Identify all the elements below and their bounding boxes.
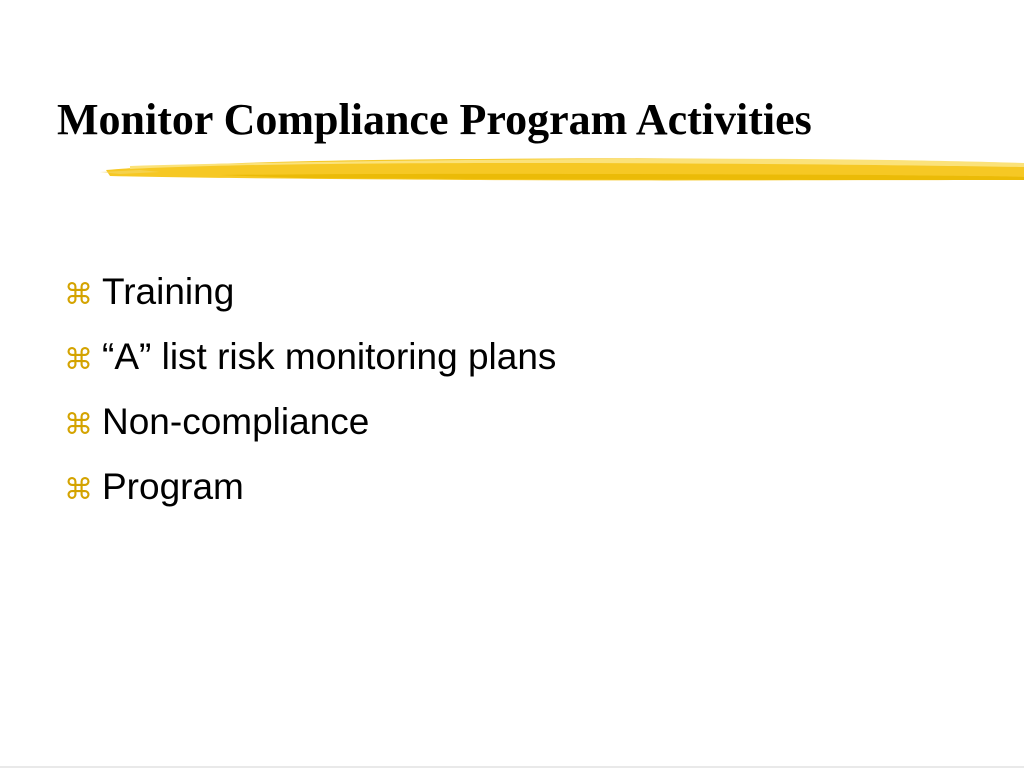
command-icon: ⌘ bbox=[64, 407, 93, 441]
bullet-text: Training bbox=[102, 271, 235, 312]
title-underline-brushstroke bbox=[100, 150, 1024, 186]
slide-title: Monitor Compliance Program Activities bbox=[57, 95, 812, 144]
bullet-item bbox=[64, 331, 556, 396]
command-icon: ⌘ bbox=[64, 472, 93, 506]
bullet-item bbox=[64, 266, 556, 331]
command-icon: ⌘ bbox=[64, 277, 93, 311]
bullet-item bbox=[64, 396, 556, 461]
bullet-text: “A” list risk monitoring plans bbox=[102, 336, 557, 377]
bullet-text: Program bbox=[102, 466, 244, 507]
bullet-list bbox=[64, 266, 556, 526]
bullet-item bbox=[64, 461, 556, 526]
command-icon: ⌘ bbox=[64, 342, 93, 376]
bullet-text: Non-compliance bbox=[102, 401, 370, 442]
